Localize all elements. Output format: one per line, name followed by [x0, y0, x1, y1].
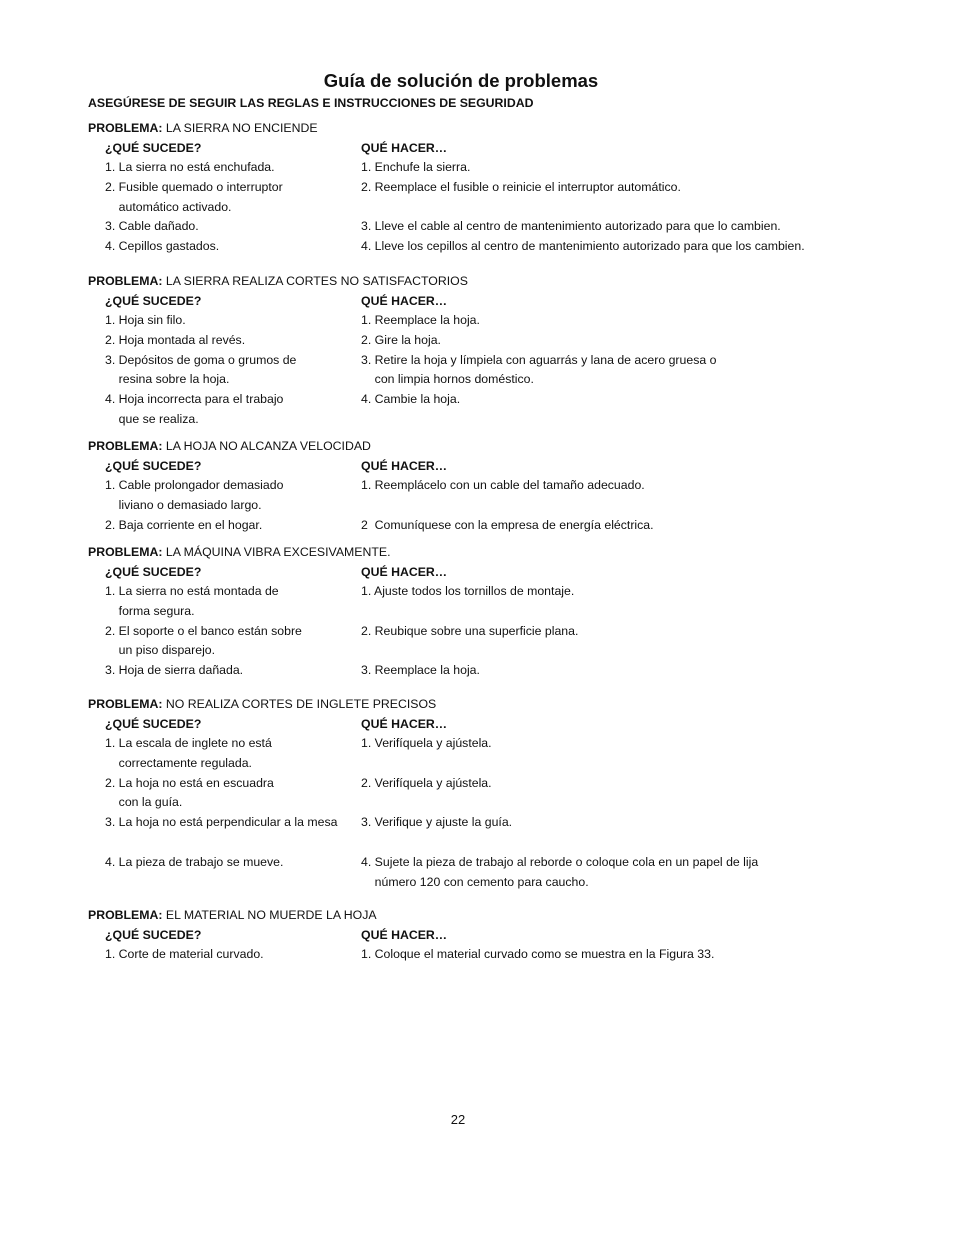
problem-label: PROBLEMA: [88, 274, 163, 288]
column-headers [88, 456, 888, 476]
table-row [88, 217, 888, 237]
fix-cell [361, 622, 881, 642]
cause-line: 2. Hoja montada al revés. [105, 332, 246, 347]
fix-cell [361, 774, 881, 794]
problem-text: EL MATERIAL NO MUERDE LA HOJA [165, 908, 377, 922]
problem-section [88, 694, 888, 892]
table-row [88, 237, 888, 257]
cause-line: 2. El soporte o el banco están sobre [105, 623, 302, 638]
problem-heading [88, 118, 888, 138]
fix-cell [361, 237, 881, 257]
fix-line: 3. Verifique y ajuste la guía. [361, 815, 513, 830]
cause-line: con la guía. [105, 795, 183, 810]
fix-line: con limpia hornos doméstico. [361, 372, 534, 387]
page-number: 22 [450, 1112, 466, 1127]
column-headers [88, 562, 888, 582]
cause-line: 4. La pieza de trabajo se mueve. [105, 854, 284, 869]
fix-line: 2. Reemplace el fusible o reinicie el interruptor automático. [361, 179, 681, 194]
table-row [88, 661, 888, 681]
column-headers [88, 291, 888, 311]
cause-line: 4. Cepillos gastados. [105, 239, 220, 254]
fix-cell [361, 158, 881, 178]
cause-cell [105, 158, 355, 178]
problem-heading [88, 542, 888, 562]
cause-line: que se realiza. [105, 411, 199, 426]
what-to-do-header: QUÉ HACER… [361, 141, 448, 155]
cause-line: 1. La sierra no está enchufada. [105, 160, 275, 174]
problem-heading [88, 436, 888, 456]
table-row [88, 178, 888, 218]
cause-cell [105, 237, 355, 257]
fix-line: 1. Reemplace la hoja. [361, 313, 480, 327]
fix-cell [361, 390, 881, 410]
fix-line: 4. Sujete la pieza de trabajo al reborde o coloque cola en un papel de lija [361, 854, 759, 869]
what-to-do-header: QUÉ HACER… [361, 717, 448, 731]
fix-cell [361, 853, 881, 893]
cause-line: correctamente regulada. [105, 755, 252, 770]
cause-cell [105, 516, 355, 536]
fix-line: 2. Gire la hoja. [361, 332, 441, 347]
table-row [88, 351, 888, 391]
problem-heading [88, 271, 888, 291]
table-row [88, 734, 888, 774]
fix-cell [361, 813, 881, 833]
problem-text: LA SIERRA REALIZA CORTES NO SATISFACTORIOS [165, 274, 468, 288]
problem-label: PROBLEMA: [88, 121, 163, 135]
problem-section [88, 271, 888, 430]
table-row [88, 476, 888, 516]
fix-line: 2. Reubique sobre una superficie plana. [361, 623, 579, 638]
fix-line: 2 Comuníquese con la empresa de energía eléctrica. [361, 517, 654, 532]
table-row [88, 331, 888, 351]
fix-line: 1. Reemplácelo con un cable del tamaño adecuado. [361, 478, 645, 492]
cause-cell [105, 178, 355, 218]
fix-cell [361, 178, 881, 198]
cause-line: 2. Baja corriente en el hogar. [105, 517, 263, 532]
what-happens-header: ¿QUÉ SUCEDE? [105, 459, 202, 473]
table-row [88, 311, 888, 331]
problem-section [88, 905, 888, 965]
fix-line: 1. Ajuste todos los tornillos de montaje. [361, 584, 575, 598]
cause-cell [105, 476, 355, 516]
column-headers [88, 138, 888, 158]
cause-line: 1. Cable prolongador demasiado [105, 478, 284, 492]
fix-line: 1. Coloque el material curvado como se muestra en la Figura 33. [361, 947, 715, 961]
problem-section [88, 542, 888, 681]
problem-section [88, 118, 888, 257]
problem-section [88, 436, 888, 535]
cause-cell [105, 582, 355, 622]
what-happens-header: ¿QUÉ SUCEDE? [105, 565, 202, 579]
fix-cell [361, 516, 881, 536]
column-headers [88, 714, 888, 734]
table-row [88, 622, 888, 662]
cause-line: un piso disparejo. [105, 643, 216, 658]
cause-line: automático activado. [105, 199, 232, 214]
fix-cell [361, 734, 881, 754]
problem-text: LA MÁQUINA VIBRA EXCESIVAMENTE. [165, 545, 391, 559]
cause-line: 3. Cable dañado. [105, 219, 199, 234]
page-title: Guía de solución de problemas [323, 70, 599, 91]
column-headers [88, 925, 888, 945]
cause-cell [105, 217, 355, 237]
cause-cell [105, 311, 355, 331]
fix-line: 3. Retire la hoja y límpiela con aguarrás y lana de acero gruesa o [361, 352, 717, 367]
cause-line: 4. Hoja incorrecta para el trabajo [105, 392, 284, 407]
what-happens-header: ¿QUÉ SUCEDE? [105, 928, 202, 942]
table-row [88, 774, 888, 814]
what-to-do-header: QUÉ HACER… [361, 928, 448, 942]
fix-line: número 120 con cemento para caucho. [361, 874, 589, 889]
fix-cell [361, 661, 881, 681]
cause-line: 3. Depósitos de goma o grumos de [105, 352, 297, 367]
cause-line: 1. La escala de inglete no está [105, 736, 272, 750]
table-row [88, 582, 888, 622]
problem-text: LA SIERRA NO ENCIENDE [165, 121, 318, 135]
cause-cell [105, 774, 355, 814]
cause-line: forma segura. [105, 603, 195, 618]
fix-cell [361, 945, 881, 965]
cause-cell [105, 351, 355, 391]
fix-line: 1. Verifíquela y ajústela. [361, 736, 492, 750]
problem-label: PROBLEMA: [88, 439, 163, 453]
cause-cell [105, 813, 355, 853]
table-row [88, 813, 888, 853]
problem-text: NO REALIZA CORTES DE INGLETE PRECISOS [165, 697, 437, 711]
fix-cell [361, 331, 881, 351]
problem-text: LA HOJA NO ALCANZA VELOCIDAD [165, 439, 371, 453]
what-to-do-header: QUÉ HACER… [361, 565, 448, 579]
fix-line: 3. Reemplace la hoja. [361, 663, 480, 678]
cause-line: 1. Corte de material curvado. [105, 947, 264, 961]
what-to-do-header: QUÉ HACER… [361, 294, 448, 308]
cause-cell [105, 622, 355, 662]
table-row [88, 853, 888, 893]
fix-cell [361, 217, 881, 237]
table-row [88, 158, 888, 178]
problem-label: PROBLEMA: [88, 908, 163, 922]
what-happens-header: ¿QUÉ SUCEDE? [105, 294, 202, 308]
what-happens-header: ¿QUÉ SUCEDE? [105, 717, 202, 731]
fix-cell [361, 582, 881, 602]
cause-cell [105, 661, 355, 681]
safety-subtitle: ASEGÚRESE DE SEGUIR LAS REGLAS E INSTRUCCIONES DE SEGURIDAD [88, 96, 534, 110]
fix-line: 3. Lleve el cable al centro de mantenimiento autorizado para que lo cambien. [361, 219, 781, 234]
cause-cell [105, 734, 355, 774]
fix-cell [361, 311, 881, 331]
cause-cell [105, 853, 355, 873]
cause-line: 1. Hoja sin filo. [105, 313, 186, 327]
fix-cell [361, 476, 881, 496]
cause-line: resina sobre la hoja. [105, 372, 230, 387]
problem-heading [88, 905, 888, 925]
cause-line: 2. Fusible quemado o interruptor [105, 179, 283, 194]
table-row [88, 390, 888, 430]
cause-line [105, 833, 355, 853]
cause-cell [105, 331, 355, 351]
table-row [88, 516, 888, 536]
fix-line: 4. Cambie la hoja. [361, 392, 461, 407]
fix-line: 4. Lleve los cepillos al centro de mantenimiento autorizado para que los cambien. [361, 239, 805, 254]
cause-line: 2. La hoja no está en escuadra [105, 775, 274, 790]
cause-cell [105, 945, 355, 965]
problem-heading [88, 694, 888, 714]
cause-line: 3. La hoja no está perpendicular a la mesa [105, 815, 338, 830]
problem-label: PROBLEMA: [88, 545, 163, 559]
fix-cell [361, 351, 881, 391]
what-to-do-header: QUÉ HACER… [361, 459, 448, 473]
problem-label: PROBLEMA: [88, 697, 163, 711]
fix-line: 2. Verifíquela y ajústela. [361, 775, 492, 790]
cause-cell [105, 390, 355, 430]
cause-line: liviano o demasiado largo. [105, 497, 262, 512]
fix-line: 1. Enchufe la sierra. [361, 160, 471, 174]
cause-line: 3. Hoja de sierra dañada. [105, 663, 244, 678]
table-row [88, 945, 888, 965]
what-happens-header: ¿QUÉ SUCEDE? [105, 141, 202, 155]
cause-line: 1. La sierra no está montada de [105, 584, 279, 598]
